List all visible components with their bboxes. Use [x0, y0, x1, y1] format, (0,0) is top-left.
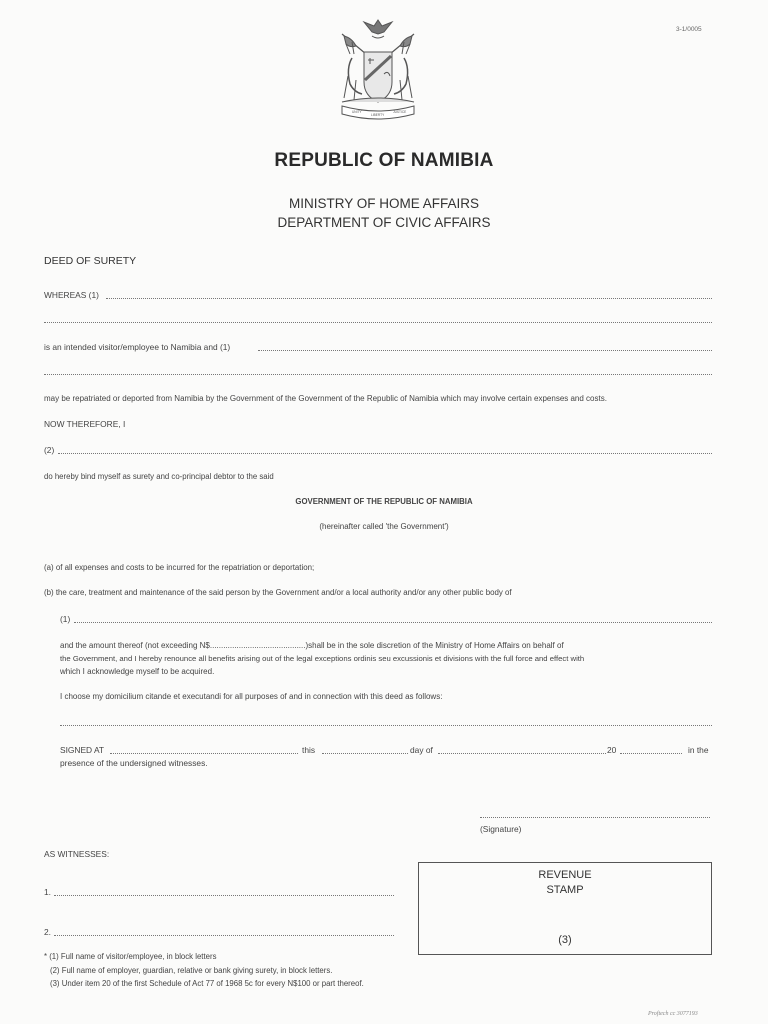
intended-visitor-label: is an intended visitor/employee to Namibia and (1)	[44, 342, 231, 352]
intended-visitor-field[interactable]	[258, 350, 712, 351]
amount-clause-line3: which I acknowledge myself to be acquired.	[60, 667, 215, 676]
public-body-field[interactable]	[74, 622, 712, 623]
form-number: 3-1/0005	[676, 26, 702, 33]
now-therefore-label: NOW THEREFORE, I	[44, 419, 126, 429]
signed-at-label: SIGNED AT	[60, 745, 105, 755]
whereas-label: WHEREAS (1)	[44, 290, 99, 300]
document-heading: DEED OF SURETY	[44, 255, 137, 267]
footnote-3: (3) Under item 20 of the first Schedule of Act 77 of 1968 5c for every N$100 or part thereof.	[50, 979, 364, 988]
footnote-1: * (1) Full name of visitor/employee, in block letters	[44, 952, 217, 961]
witness-1-field[interactable]	[54, 895, 394, 896]
stamp-label-line1: REVENUE	[538, 869, 592, 881]
hereinafter-note: (hereinafter called 'the Government')	[319, 522, 449, 531]
revenue-stamp-box	[418, 862, 712, 955]
witness-2-label: 2.	[44, 927, 51, 937]
year-field[interactable]	[620, 753, 682, 754]
in-the-label: in the	[688, 745, 709, 755]
motto-right: JUSTICE	[393, 110, 407, 114]
amount-clause-line2: the Government, and I hereby renounce all benefits arising out of the legal exceptions ordinis seu excussionis et divisions with the full force and effect with	[60, 654, 585, 663]
item-1-label: (1)	[60, 614, 71, 624]
witness-2-field[interactable]	[54, 935, 394, 936]
printer-mark: Proftech cc 3077193	[648, 1011, 698, 1017]
intended-visitor-field-line2[interactable]	[44, 374, 712, 375]
whereas-field-line2[interactable]	[44, 322, 712, 323]
day-of-label: day of	[410, 745, 433, 755]
domicilium-clause: I choose my domicilium citande et executandi for all purposes of and in connection with this deed as follows:	[60, 692, 443, 701]
government-heading: GOVERNMENT OF THE REPUBLIC OF NAMIBIA	[295, 497, 473, 506]
this-label: this	[302, 745, 316, 755]
year-prefix-label: 20	[607, 745, 617, 755]
signature-field[interactable]	[480, 817, 710, 818]
witness-1-label: 1.	[44, 887, 51, 897]
clause-b: (b) the care, treatment and maintenance of the said person by the Government and/or a local authority and/or any other public body of	[44, 588, 512, 597]
page-title: REPUBLIC OF NAMIBIA	[274, 150, 494, 171]
signed-at-field[interactable]	[110, 753, 298, 754]
month-field[interactable]	[438, 753, 606, 754]
repatriation-clause: may be repatriated or deported from Namibia by the Government of the Government of the Republic of Namibia which may involve certain expenses and costs.	[44, 394, 607, 403]
footnote-2: (2) Full name of employer, guardian, relative or bank giving surety, in block letters.	[50, 966, 333, 975]
ministry-heading: MINISTRY OF HOME AFFAIRS	[288, 196, 480, 211]
department-heading: DEPARTMENT OF CIVIC AFFAIRS	[277, 215, 491, 230]
amount-clause-line1: and the amount thereof (not exceeding N$...........................................)shall be in the sole discretion of the Ministry of Home Affairs on behalf of	[60, 641, 564, 650]
surety-name-field[interactable]	[58, 453, 712, 454]
stamp-note: (3)	[558, 934, 572, 946]
clause-a: (a) of all expenses and costs to be incurred for the repatriation or deportation;	[44, 563, 315, 572]
motto-left: UNITY	[352, 110, 362, 114]
item-2-label: (2)	[44, 445, 55, 455]
motto-center: LIBERTY	[371, 113, 385, 117]
day-field[interactable]	[322, 753, 408, 754]
signature-label: (Signature)	[480, 824, 522, 834]
stamp-label-line2: STAMP	[546, 884, 584, 896]
presence-note: presence of the undersigned witnesses.	[60, 758, 208, 768]
whereas-field[interactable]	[106, 298, 712, 299]
bind-clause: do hereby bind myself as surety and co-principal debtor to the said	[44, 472, 274, 481]
as-witnesses-label: AS WITNESSES:	[44, 849, 110, 859]
domicilium-field[interactable]	[60, 725, 712, 726]
coat-of-arms-icon	[332, 14, 424, 124]
